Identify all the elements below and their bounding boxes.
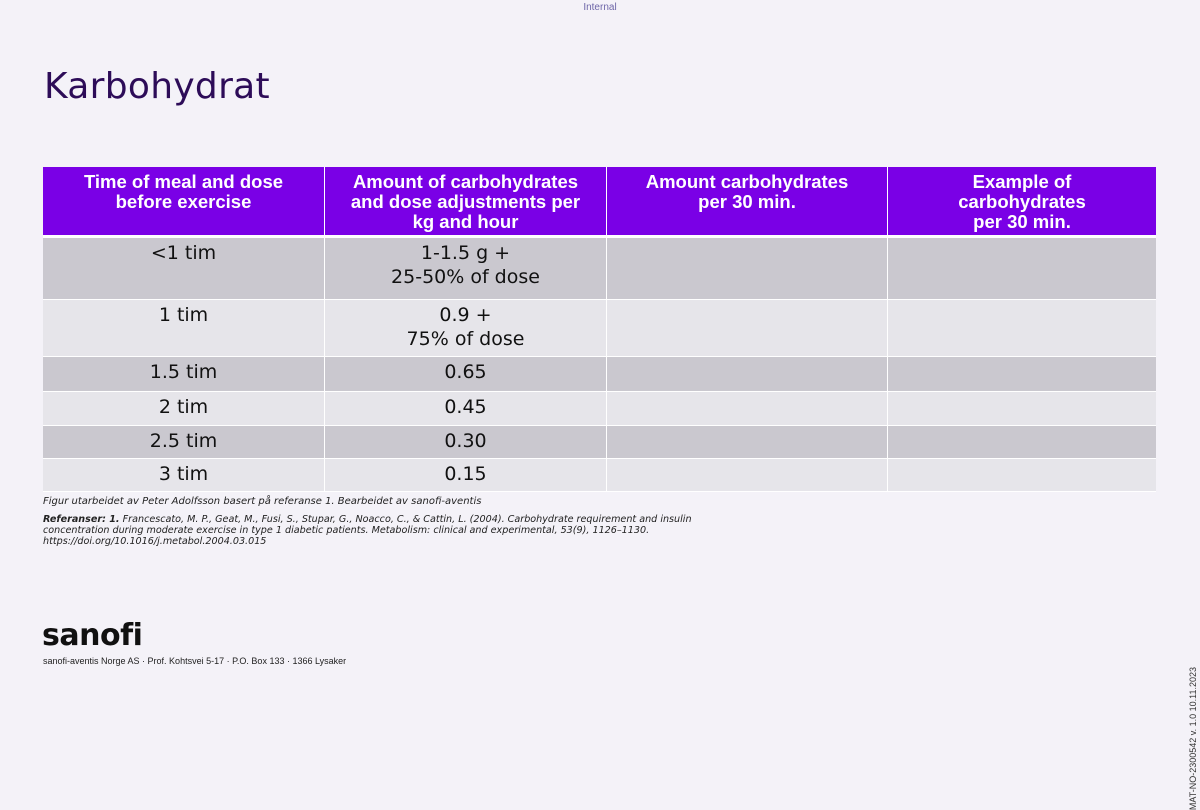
cell-amount: 0.15 <box>325 459 607 492</box>
references-text: Francescato, M. P., Geat, M., Fusi, S., Stupar, G., Noacco, C., & Cattin, L. (2004). Carbohydrate requirement and insulin concentration during moderate exercise in type 1 diabetic patients. Metabolism: clinical and experimental, 53(9), 1126–1130. https://doi.org/10.1016/j.metabol.2004.03.015 <box>43 514 692 547</box>
cell-example <box>888 238 1156 300</box>
column-header-amount: Amount of carbohydrates and dose adjustments per kg and hour <box>325 167 607 238</box>
references-label: Referanser: 1. <box>43 514 120 525</box>
cell-time: 1 tim <box>43 300 325 357</box>
footer-address: sanofi-aventis Norge AS · Prof. Kohtsvei 5-17 · P.O. Box 133 · 1366 Lysaker <box>43 656 347 666</box>
carbohydrate-table <box>43 167 1156 492</box>
cell-per-30-min <box>607 300 888 357</box>
cell-amount: 0.45 <box>325 392 607 426</box>
cell-amount: 0.30 <box>325 426 607 459</box>
cell-example <box>888 300 1156 357</box>
cell-example <box>888 459 1156 492</box>
cell-time: <1 tim <box>43 238 325 300</box>
table-header-row <box>43 167 1156 238</box>
cell-per-30-min <box>607 238 888 300</box>
figure-caption: Figur utarbeidet av Peter Adolfsson basert på referanse 1. Bearbeidet av sanofi-aventis <box>43 496 482 507</box>
table-row <box>43 426 1156 459</box>
table-row <box>43 392 1156 426</box>
cell-amount: 1-1.5 g + 25-50% of dose <box>325 238 607 300</box>
document-code: MAT-NO-2300542 v. 1.0 10.11.2023 <box>1188 667 1198 810</box>
column-header-time: Time of meal and dose before exercise <box>43 167 325 238</box>
table-row <box>43 300 1156 357</box>
cell-time: 3 tim <box>43 459 325 492</box>
cell-per-30-min <box>607 392 888 426</box>
page-title: Karbohydrat <box>44 66 270 107</box>
classification-label: Internal <box>583 2 617 13</box>
column-header-per-30-min: Amount carbohydrates per 30 min. <box>607 167 888 238</box>
cell-time: 1.5 tim <box>43 357 325 392</box>
cell-example <box>888 392 1156 426</box>
cell-amount: 0.65 <box>325 357 607 392</box>
table-row <box>43 238 1156 300</box>
cell-per-30-min <box>607 357 888 392</box>
cell-example <box>888 426 1156 459</box>
table-row <box>43 357 1156 392</box>
cell-amount: 0.9 + 75% of dose <box>325 300 607 357</box>
cell-time: 2 tim <box>43 392 325 426</box>
table-row <box>43 459 1156 492</box>
sanofi-logo: sanofi <box>42 618 143 653</box>
references <box>43 514 703 547</box>
cell-per-30-min <box>607 426 888 459</box>
column-header-example: Example of carbohydrates per 30 min. <box>888 167 1156 238</box>
cell-example <box>888 357 1156 392</box>
cell-per-30-min <box>607 459 888 492</box>
cell-time: 2.5 tim <box>43 426 325 459</box>
